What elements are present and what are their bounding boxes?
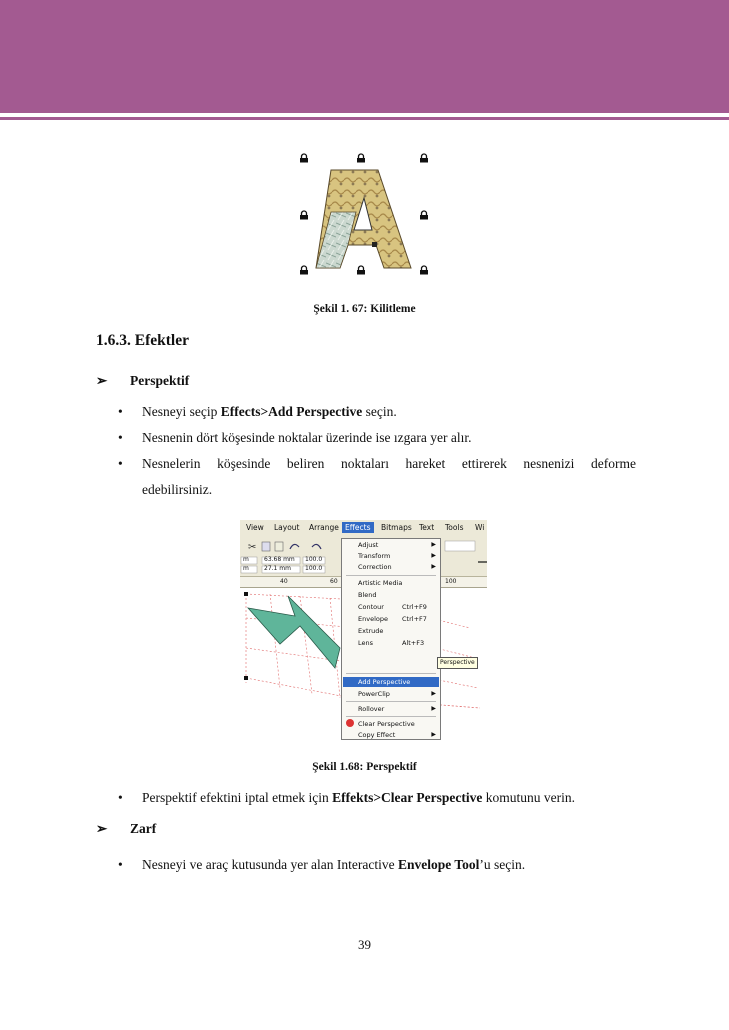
list-item-perspektif [96, 373, 189, 389]
menu-item-blend: Blend [358, 591, 377, 599]
list-item [118, 852, 638, 878]
menu-item-contour: Contour [358, 603, 384, 611]
svg-text:✂: ✂ [248, 542, 257, 553]
scale-x-value: 100.0 [305, 556, 323, 563]
menu-bar [240, 520, 487, 539]
menu-effects: Effects [342, 522, 374, 533]
shortcut-label: Ctrl+F7 [402, 615, 427, 623]
bullet-text: ’u seçin. [479, 857, 526, 872]
page-number: 39 [358, 937, 371, 952]
item-title: Zarf [130, 821, 157, 836]
bullet-bold: Envelope Tool [398, 857, 480, 872]
bullet-text: Nesneyi seçip [142, 404, 221, 419]
submenu-arrow-icon: ▶ [431, 690, 436, 697]
menu-item-correction: Correction [358, 563, 392, 571]
y-field-value: m [243, 565, 249, 572]
bullet-icon: • [118, 404, 123, 419]
menu-item-adjust: Adjust [358, 541, 379, 549]
arrow-bullet-icon: ➢ [96, 373, 108, 388]
effects-dropdown-menu [341, 538, 441, 740]
bullet-bold: Effects>Add Perspective [220, 404, 363, 419]
bullet-text: Nesnelerin köşesinde beliren noktaları hareket ettirerek nesnenizi deforme [142, 456, 636, 471]
shortcut-label: Alt+F3 [402, 639, 425, 647]
lock-icon [419, 153, 429, 163]
lock-icon [356, 153, 366, 163]
lock-icon [299, 210, 309, 220]
menu-item-rollover: Rollover [358, 705, 385, 713]
list-item [118, 785, 638, 811]
menu-item-artistic-media: Artistic Media [358, 579, 403, 587]
locked-letter-figure [296, 150, 436, 278]
height-field-value: 27.1 mm [264, 565, 291, 572]
menu-item-clear-perspective: Clear Perspective [358, 720, 415, 728]
menu-item-lens: Lens [358, 639, 374, 647]
menu-tools: Tools [445, 523, 464, 532]
bullet-text: Perspektif efektini iptal etmek için [142, 790, 333, 805]
lock-icon [419, 265, 429, 275]
bullet-icon: • [118, 857, 123, 872]
ruler-tick: 60 [330, 578, 338, 585]
section-heading: 1.6.3. Efektler [96, 332, 189, 349]
clear-perspective-icon [346, 719, 354, 727]
bullet-icon: • [118, 430, 123, 445]
submenu-arrow-icon: ▶ [431, 541, 436, 548]
bullet-text: Nesneyi ve araç kutusunda yer alan Interactive [142, 857, 399, 872]
tooltip: Perspective [437, 657, 478, 669]
ruler-tick: 100 [445, 578, 457, 585]
bullet-text: komutunu verin. [482, 790, 575, 805]
submenu-arrow-icon: ▶ [431, 563, 436, 570]
menu-item-powerclip: PowerClip [358, 690, 390, 698]
list-item [118, 399, 638, 425]
menu-separator [346, 716, 436, 717]
menu-separator [346, 701, 436, 702]
figure-caption: Şekil 1.68: Perspektif [312, 761, 417, 773]
bullet-text: Nesnenin dört köşesinde noktalar üzerinde ise ızgara yer alır. [142, 430, 472, 445]
menu-window: Wi [475, 523, 485, 532]
submenu-arrow-icon: ▶ [431, 705, 436, 712]
menu-bitmaps: Bitmaps [381, 523, 412, 532]
menu-item-add-perspective: Add Perspective [358, 678, 411, 686]
effects-menu-screenshot [240, 520, 487, 740]
shortcut-label: Ctrl+F9 [402, 603, 427, 611]
menu-layout: Layout [274, 523, 300, 532]
x-field-value: m [243, 556, 249, 563]
menu-separator [346, 673, 436, 674]
header-banner [0, 0, 729, 113]
menu-item-extrude: Extrude [358, 627, 384, 635]
item-title: Perspektif [130, 373, 190, 388]
letter-a-image [296, 150, 436, 278]
lock-icon [299, 153, 309, 163]
list-item [118, 425, 638, 451]
menu-separator [346, 575, 436, 576]
bullet-icon: • [118, 456, 123, 471]
submenu-arrow-icon: ▶ [431, 731, 436, 738]
lock-icon [299, 265, 309, 275]
ruler-tick: 40 [280, 578, 288, 585]
menu-item-envelope: Envelope [358, 615, 388, 623]
menu-view: View [246, 523, 264, 532]
lock-icon [356, 265, 366, 275]
menu-item-copy-effect: Copy Effect [358, 731, 396, 739]
header-rule [0, 117, 729, 120]
lock-icon [419, 210, 429, 220]
list-item [118, 451, 638, 503]
scale-y-value: 100.0 [305, 565, 323, 572]
width-field-value: 63.68 mm [264, 556, 295, 563]
bullet-bold: Effekts>Clear Perspective [332, 790, 483, 805]
figure-caption: Şekil 1. 67: Kilitleme [313, 303, 416, 315]
submenu-arrow-icon: ▶ [431, 552, 436, 559]
menu-item-transform: Transform [358, 552, 391, 560]
bullet-text: seçin. [362, 404, 397, 419]
bullet-icon: • [118, 790, 123, 805]
bullet-text: edebilirsiniz. [142, 482, 213, 497]
list-item-zarf [96, 821, 156, 837]
menu-text: Text [419, 523, 435, 532]
menu-arrange: Arrange [309, 523, 339, 532]
arrow-bullet-icon: ➢ [96, 821, 108, 836]
